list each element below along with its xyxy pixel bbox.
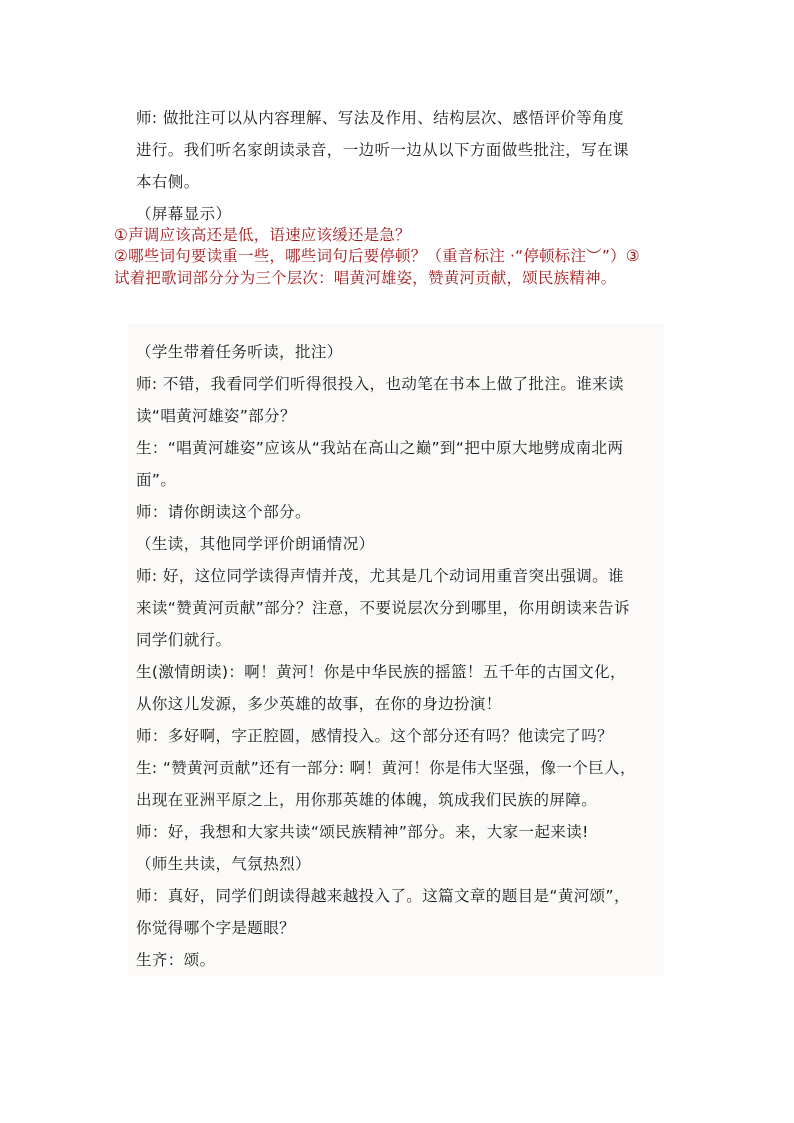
dialogue-line-18: 师：真好，同学们朗读得越来越投入了。这篇文章的题目是“黄河颂”，: [136, 887, 630, 905]
dialogue-line-11: 生(激情朗读)：啊！黄河！你是中华民族的摇篮！五千年的古国文化，: [136, 663, 626, 681]
intro-line-3: 本右侧。: [136, 173, 200, 191]
screen-label: （屏幕显示）: [136, 205, 232, 223]
screen-line-1: ①声调应该高还是低，语速应该缓还是急？: [114, 226, 411, 244]
intro-line-2: 进行。我们听名家朗读录音，一边听一边从以下方面做些批注，写在课: [136, 141, 629, 159]
dialogue-line-8: 师: 好，这位同学读得声情并茂，尤其是几个动词用重音突出强调。谁: [136, 567, 624, 585]
dialogue-line-17: （师生共读，气氛热烈）: [136, 855, 311, 873]
screen-line-3: 试着把歌词部分分为三个层次：唱黄河雄姿，赞黄河贡献，颂民族精神。: [114, 269, 617, 287]
intro-line-1: 师: 做批注可以从内容理解、写法及作用、结构层次、感悟评价等角度: [136, 109, 624, 127]
dialogue-line-15: 出现在亚洲平原之上，用你那英雄的体魄，筑成我们民族的屏障。: [136, 791, 598, 809]
dialogue-line-14: 生: “赞黄河贡献”还有一部分: 啊！黄河！你是伟大坚强，像一个巨人，: [136, 759, 636, 777]
dialogue-line-16: 师：好，我想和大家共读“颂民族精神”部分。来，大家一起来读!: [136, 823, 589, 841]
dialogue-line-10: 同学们就行。: [136, 631, 232, 649]
dialogue-line-3: 读“唱黄河雄姿”部分？: [136, 407, 296, 425]
dialogue-line-4: 生：“唱黄河雄姿”应该从“我站在高山之巅”到“把中原大地劈成南北两: [136, 439, 624, 457]
dialogue-line-20: 生齐：颂。: [136, 951, 216, 969]
dialogue-line-19: 你觉得哪个字是题眼？: [136, 919, 296, 937]
dialogue-line-12: 从你这儿发源，多少英雄的故事，在你的身边扮演！: [136, 695, 502, 713]
dialogue-line-13: 师：多好啊，字正腔圆，感情投入。这个部分还有吗？他读完了吗？: [136, 727, 614, 745]
dialogue-line-9: 来读“赞黄河贡献”部分？注意，不要说层次分到哪里，你用朗读来告诉: [136, 599, 630, 617]
dialogue-line-1: （学生带着任务听读，批注）: [136, 343, 343, 361]
dialogue-line-2: 师: 不错，我看同学们听得很投入，也动笔在书本上做了批注。谁来读: [136, 375, 624, 393]
screen-line-2: ②哪些词句要读重一些，哪些词句后要停顿？（重音标注 ·“停顿标注︶”）③: [114, 247, 640, 265]
dialogue-line-7: （生读，其他同学评价朗诵情况）: [136, 535, 375, 553]
dialogue-line-6: 师：请你朗读这个部分。: [136, 503, 311, 521]
dialogue-line-5: 面”。: [136, 471, 177, 489]
